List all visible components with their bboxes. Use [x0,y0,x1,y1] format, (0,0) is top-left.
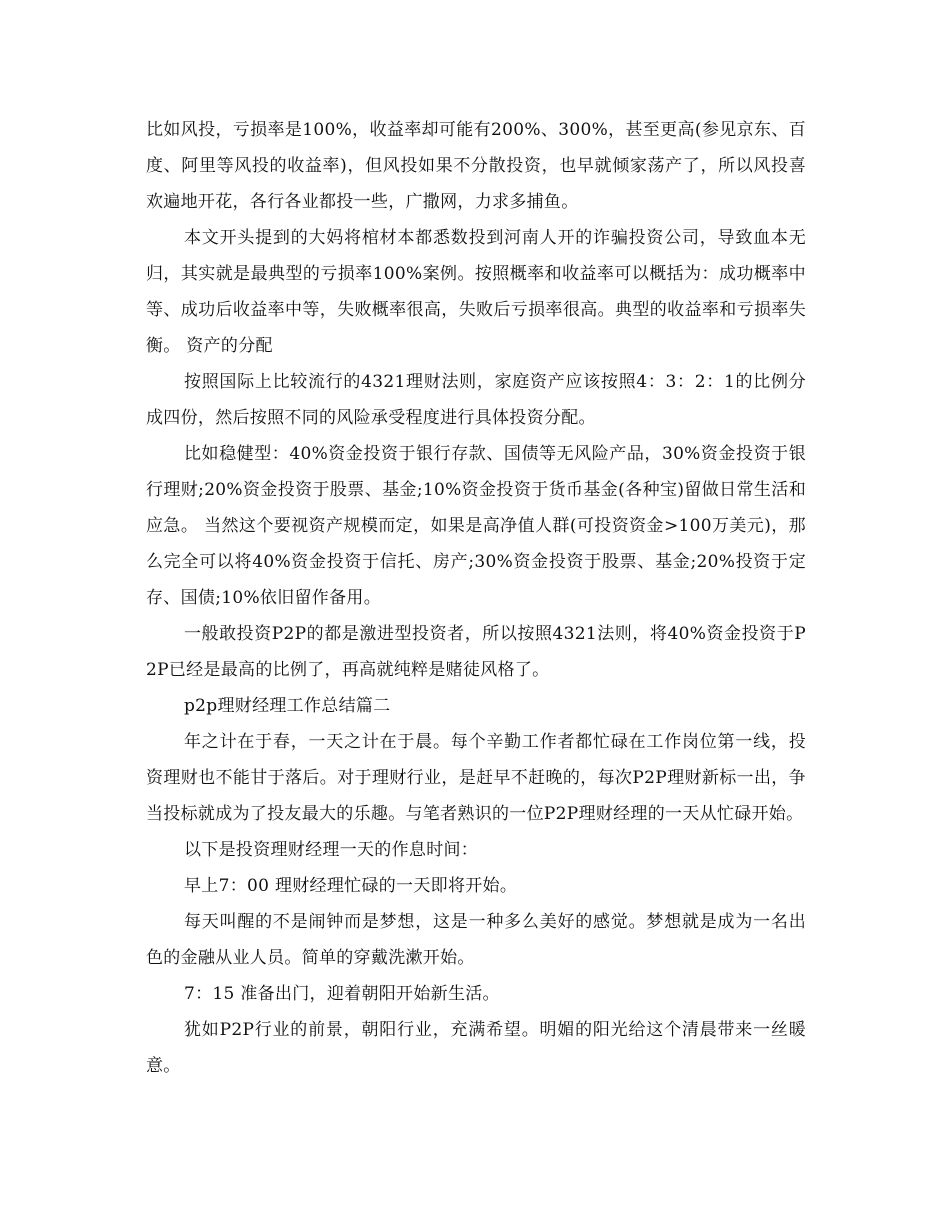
section-heading: p2p理财经理工作总结篇二 [184,696,391,716]
paragraph-dream: 每天叫醒的不是闹钟而是梦想，这是一种多么美好的感觉。梦想就是成为一名出色的金融从业人员。简单的穿戴洗漱开始。 [146,912,806,968]
paragraph-7-00: 早上7：00 理财经理忙碌的一天即将开始。 [184,876,518,896]
paragraph-conservative-allocation: 比如稳健型：40%资金投资于银行存款、国债等无风险产品，30%资金投资于银行理财;20%资金投资于股票、基金;10%资金投资于货币基金(各种宝)留做日常生活和应急。 当然这个要视资产规模而定，如果是高净值人群(可投资资金>100万美元)，那么完全可以将40%资金投资于信托、房产;30%资金投资于股票、基金;20%投资于定存、国债;10%依旧留作备用。 [146,444,806,608]
paragraph-4321-rule: 按照国际上比较流行的4321理财法则，家庭资产应该按照4：3：2：1的比例分成四份，然后按照不同的风险承受程度进行具体投资分配。 [146,372,806,428]
paragraph-morning-intro: 年之计在于春，一天之计在于晨。每个辛勤工作者都忙碌在工作岗位第一线，投资理财也不能甘于落后。对于理财行业，是赶早不赶晚的，每次P2P理财新标一出，争当投标就成为了投友最大的乐趣。与笔者熟识的一位P2P理财经理的一天从忙碌开始。 [146,732,806,824]
paragraph-7-15: 7：15 准备出门，迎着朝阳开始新生活。 [184,984,500,1004]
paragraph-loss-case: 本文开头提到的大妈将棺材本都悉数投到河南人开的诈骗投资公司，导致血本无归，其实就是最典型的亏损率100%案例。按照概率和收益率可以概括为：成功概率中等、成功后收益率中等，失败概率很高，失败后亏损率很高。典型的收益率和亏损率失衡。 资产的分配 [146,228,806,356]
paragraph-p2p-ratio: 一般敢投资P2P的都是激进型投资者，所以按照4321法则，将40%资金投资于P2P已经是最高的比例了，再高就纯粹是赌徒风格了。 [146,624,806,680]
paragraph-venture-capital: 比如风投，亏损率是100%，收益率却可能有200%、300%，甚至更高(参见京东、百度、阿里等风投的收益率)，但风投如果不分散投资，也早就倾家荡产了，所以风投喜欢遍地开花，各行各业都投一些，广撒网，力求多捕鱼。 [146,120,806,212]
document-body [146,112,806,1084]
paragraph-schedule-intro: 以下是投资理财经理一天的作息时间： [184,840,479,860]
paragraph-sunrise: 犹如P2P行业的前景，朝阳行业，充满希望。明媚的阳光给这个清晨带来一丝暖意。 [146,1020,806,1076]
